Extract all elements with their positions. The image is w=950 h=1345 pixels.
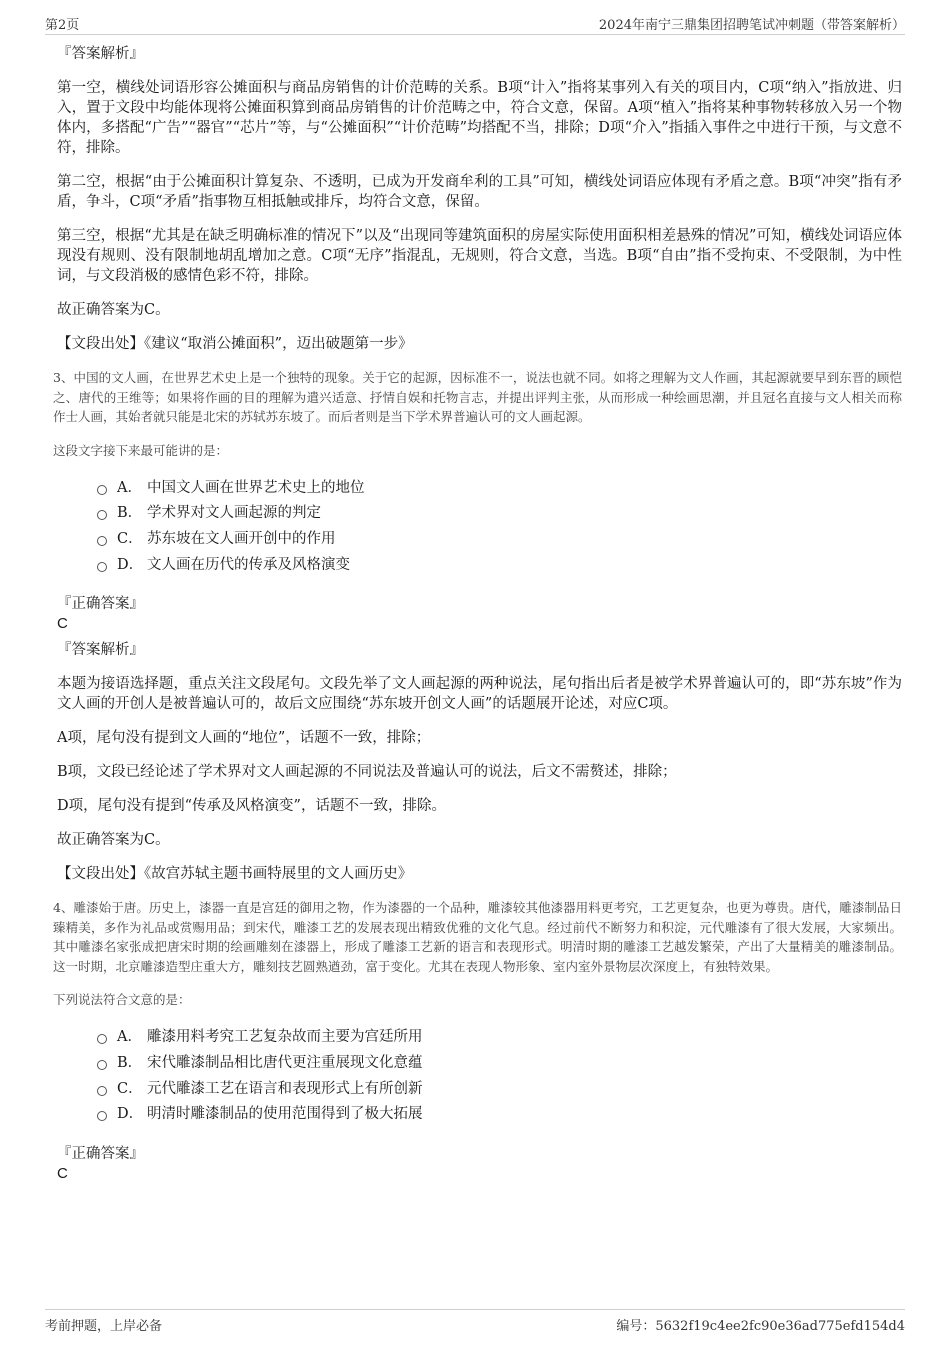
passage-source: 【文段出处】《故宫苏轼主题书画特展里的文人画历史》	[57, 866, 413, 883]
option-text: 学术界对文人画起源的判定	[147, 505, 321, 522]
document-body	[53, 44, 902, 1190]
footer-slogan: 考前押题，上岸必备	[45, 1319, 163, 1334]
option-text: 中国文人画在世界艺术史上的地位	[147, 479, 365, 496]
option-letter: B．	[117, 505, 143, 522]
option-b[interactable]	[97, 1053, 902, 1079]
option-c[interactable]	[97, 529, 902, 555]
option-d[interactable]	[97, 1104, 902, 1130]
document-title: 2024年南宁三鼎集团招聘笔试冲刺题（带答案解析）	[598, 18, 905, 33]
question-3-prompt: 这段文字接下来最可能讲的是：	[53, 442, 229, 458]
analysis-label: 『答案解析』	[57, 46, 144, 62]
analysis-paragraph: A项，尾句没有提到文人画的“地位”，话题不一致，排除；	[57, 730, 431, 747]
option-a[interactable]	[97, 1027, 902, 1053]
option-text: 苏东坡在文人画开创中的作用	[147, 530, 336, 547]
page-number: 第2页	[45, 18, 80, 33]
option-text: 明清时雕漆制品的使用范围得到了极大拓展	[147, 1106, 423, 1123]
question-4-prompt: 下列说法符合文意的是：	[53, 992, 191, 1008]
option-text: 宋代雕漆制品相比唐代更注重展现文化意蕴	[147, 1054, 423, 1071]
page-header	[45, 14, 905, 35]
radio-button[interactable]	[97, 536, 107, 546]
option-letter: A．	[117, 1029, 142, 1046]
option-c[interactable]	[97, 1079, 902, 1105]
option-letter: D．	[117, 1106, 144, 1123]
option-text: 雕漆用料考究工艺复杂故而主要为宫廷所用	[147, 1029, 423, 1046]
analysis-conclusion: 故正确答案为C。	[57, 302, 170, 318]
option-text: 元代雕漆工艺在语言和表现形式上有所创新	[147, 1080, 423, 1097]
correct-answer-label: 『正确答案』	[57, 1146, 144, 1162]
option-a[interactable]	[97, 478, 902, 504]
analysis-paragraph: 本题为接语选择题，重点关注文段尾句。文段先举了文人画起源的两种说法，尾句指出后者是被学术界普遍认可的，即“苏东坡”作为文人画的开创人是被普遍认可的，故后文应围绕“苏东坡开创文人画”的话题展开论述，对应C项。	[57, 676, 902, 713]
analysis-paragraph: 第二空，根据“由于公摊面积计算复杂、不透明，已成为开发商牟利的工具”可知，横线处词语应体现有矛盾之意。B项“冲突”指有矛盾，争斗，C项“矛盾”指事物互相抵触或排斥，均符合文意，保留。	[57, 174, 902, 210]
analysis-conclusion: 故正确答案为C。	[57, 832, 170, 849]
option-text: 文人画在历代的传承及风格演变	[147, 556, 350, 573]
correct-answer-label: 『正确答案』	[57, 596, 144, 613]
option-letter: B．	[117, 1054, 143, 1071]
passage-source: 【文段出处】《建议“取消公摊面积”，迈出破题第一步》	[57, 336, 413, 352]
radio-button[interactable]	[97, 485, 107, 495]
question-3-stem: 3、中国的文人画，在世界艺术史上是一个独特的现象。关于它的起源，因标准不一，说法也就不同。如将之理解为文人作画，其起源就要早到东晋的顾恺之、唐代的王维等；如果将作画的目的理解为遣兴适意、抒情自娱和托物言志，并提出评判主张，从而形成一种绘画思潮，并且冠名直接与文人相关而称作士人画，其始者就只能是北宋的苏轼苏东坡了。而后者则是当下学术界普遍认可的文人画起源。	[53, 370, 902, 424]
radio-button[interactable]	[97, 562, 107, 572]
analysis-paragraph: 第一空，横线处词语形容公摊面积与商品房销售的计价范畴的关系。B项“计入”指将某事列入有关的项目内，C项“纳入”指放进、归入，置于文段中均能体现将公摊面积算到商品房销售的计价范畴之中，符合文意，保留。A项“植入”指将某种事物转移放入另一个物体内，多搭配“广告”“器官”“芯片”等，与“公摊面积”“计价范畴”均搭配不当，排除；D项“介入”指插入事件之中进行干预，与文意不符，排除。	[57, 80, 902, 156]
radio-button[interactable]	[97, 1086, 107, 1096]
radio-button[interactable]	[97, 510, 107, 520]
page-footer	[45, 1309, 905, 1338]
radio-button[interactable]	[97, 1111, 107, 1121]
option-d[interactable]	[97, 555, 902, 581]
question-4-stem: 4、雕漆始于唐。历史上，漆器一直是宫廷的御用之物，作为漆器的一个品种，雕漆较其他漆器用料更考究，工艺更复杂，也更为尊贵。唐代，雕漆制品日臻精美，多作为礼品或赏赐用品；到宋代，雕漆工艺的发展表现出精致优雅的文化气息。经过前代不断努力和积淀，元代雕漆有了很大发展，大家频出。其中雕漆名家张成把唐宋时期的绘画雕刻在漆器上，形成了雕漆工艺新的语言和表现形式。明清时期的雕漆工艺越发繁荣，产出了大量精美的雕漆制品。这一时期，北京雕漆造型庄重大方，雕刻技艺圆熟遒劲，富于变化。尤其在表现人物形象、室内室外景物层次深度上，有独特效果。	[53, 900, 902, 974]
analysis-paragraph: D项，尾句没有提到“传承及风格演变”，话题不一致，排除。	[57, 798, 446, 815]
analysis-paragraph: B项，文段已经论述了学术界对文人画起源的不同说法及普遍认可的说法，后文不需赘述，排除；	[57, 764, 677, 781]
option-letter: D．	[117, 556, 144, 573]
analysis-paragraph: 第三空，根据“尤其是在缺乏明确标准的情况下”以及“出现同等建筑面积的房屋实际使用面积相差悬殊的情况”可知，横线处词语应体现没有规则、没有限制地胡乱增加之意。C项“无序”指混乱，无规则，符合文意，当选。B项“自由”指不受拘束、不受限制，为中性词，与文段消极的感情色彩不符，排除。	[57, 228, 902, 284]
option-letter: C．	[117, 530, 143, 547]
question-4-options	[97, 1027, 902, 1130]
question-3-options	[97, 478, 902, 581]
radio-button[interactable]	[97, 1034, 107, 1044]
correct-answer-value: C	[57, 615, 68, 633]
analysis-label: 『答案解析』	[57, 642, 144, 659]
option-b[interactable]	[97, 503, 902, 529]
correct-answer-value: C	[57, 1165, 68, 1182]
option-letter: C．	[117, 1080, 143, 1097]
option-letter: A．	[117, 479, 142, 496]
document-id: 编号：5632f19c4ee2fc90e36ad775efd154d4	[616, 1319, 905, 1334]
radio-button[interactable]	[97, 1060, 107, 1070]
